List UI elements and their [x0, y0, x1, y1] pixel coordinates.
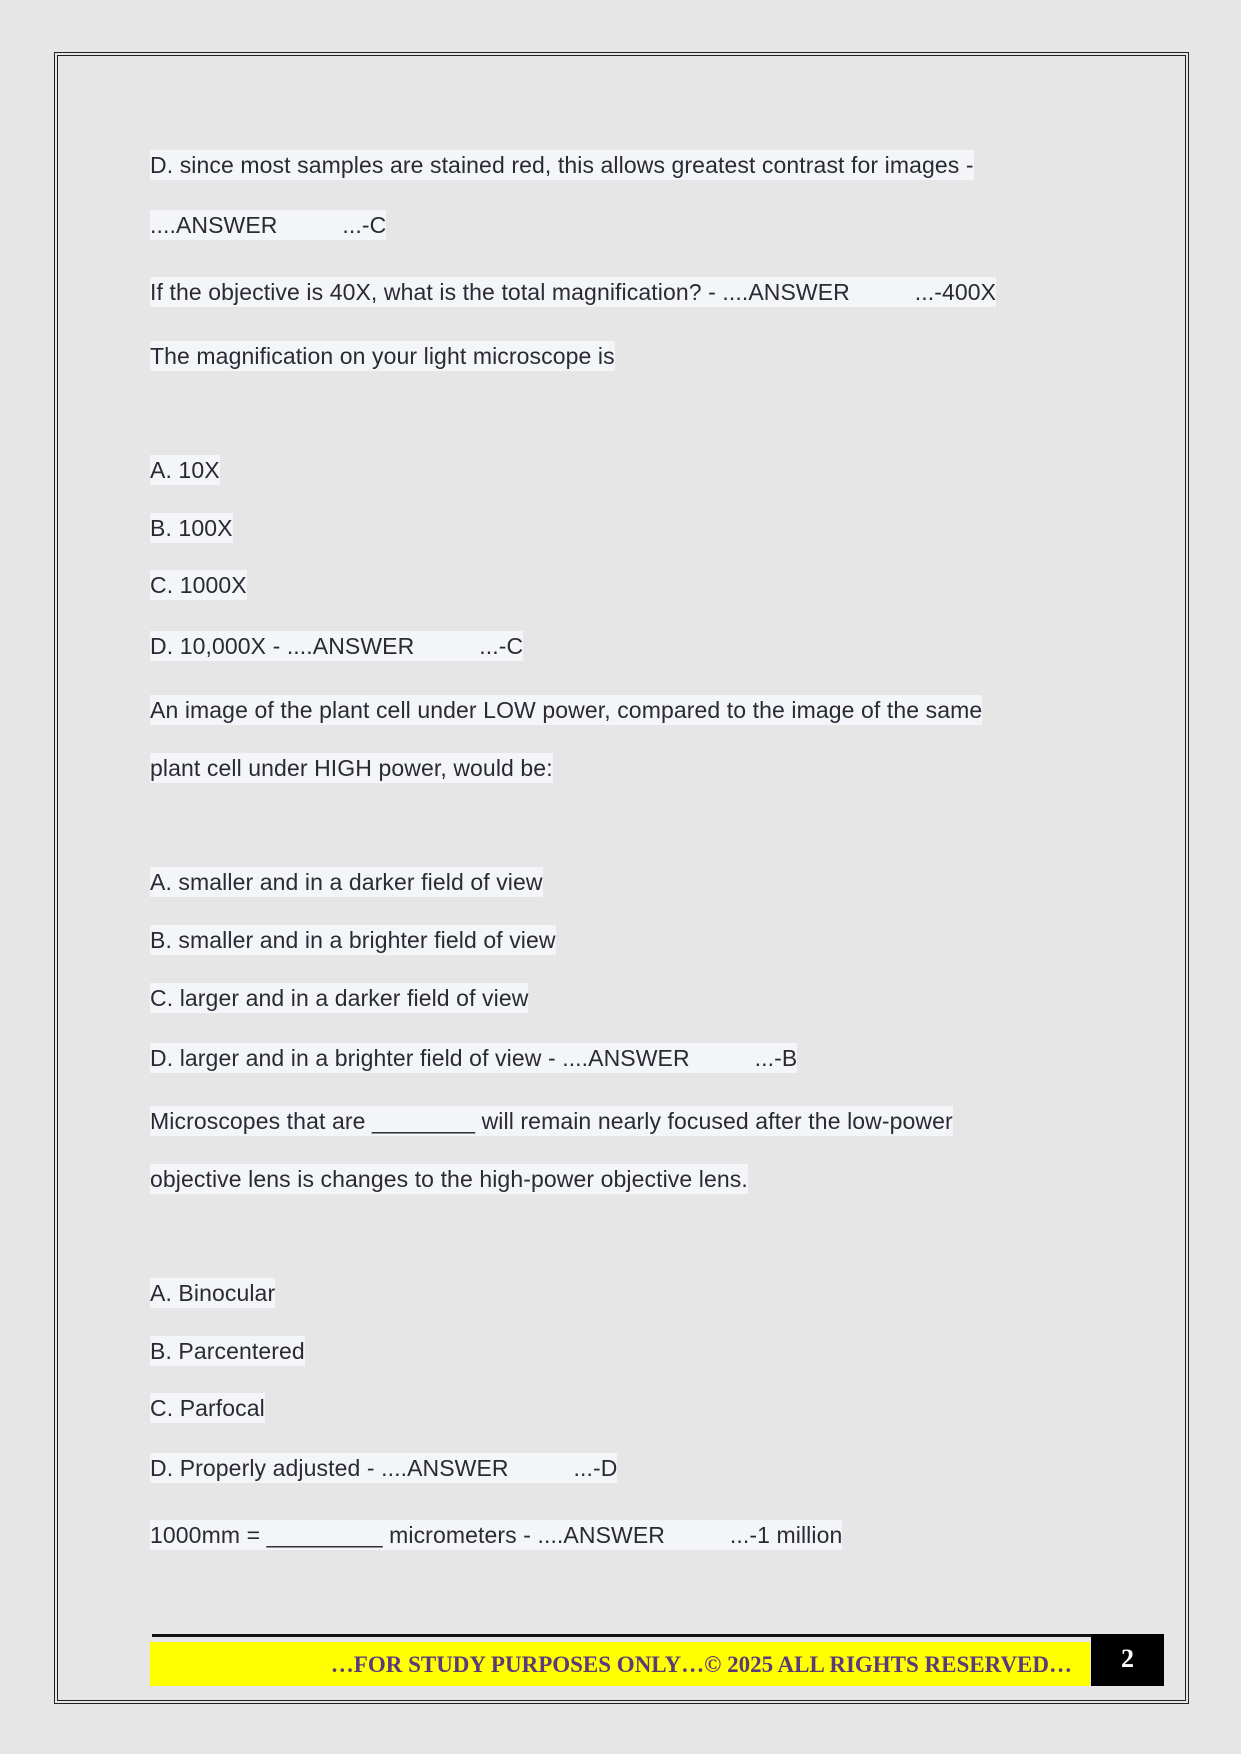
- option-c-magnification: C. 1000X: [150, 572, 247, 598]
- footer-copyright-text: …FOR STUDY PURPOSES ONLY…© 2025 ALL RIGHTS RESERVED…: [330, 1652, 1072, 1677]
- option-a-focus: A. Binocular: [150, 1280, 276, 1306]
- footer-rule: [152, 1634, 1092, 1637]
- option-c-focus: C. Parfocal: [150, 1395, 265, 1421]
- answer-line-previous-question: ....ANSWER ...-C: [150, 212, 387, 238]
- option-a-magnification: A. 10X: [150, 457, 220, 483]
- option-b-magnification: B. 100X: [150, 515, 233, 541]
- question-focus-line-2: objective lens is changes to the high-power objective lens.: [150, 1166, 748, 1192]
- question-total-magnification: If the objective is 40X, what is the total magnification? - ....ANSWER ...-400X: [150, 279, 997, 305]
- question-focus-line-1: Microscopes that are ________ will remain nearly focused after the low-power: [150, 1108, 953, 1134]
- option-d-plant-cell-answer: D. larger and in a brighter field of view - ....ANSWER ...-B: [150, 1045, 798, 1071]
- question-plant-cell-line-2: plant cell under HIGH power, would be:: [150, 755, 553, 781]
- option-b-focus: B. Parcentered: [150, 1338, 305, 1364]
- option-a-plant-cell: A. smaller and in a darker field of view: [150, 869, 543, 895]
- question-microscope-magnification: The magnification on your light microscope is: [150, 343, 615, 369]
- option-d-focus-answer: D. Properly adjusted - ....ANSWER ...-D: [150, 1455, 618, 1481]
- page-number: 2: [1121, 1644, 1134, 1673]
- question-plant-cell-line-1: An image of the plant cell under LOW power, compared to the image of the same: [150, 697, 983, 723]
- option-b-plant-cell: B. smaller and in a brighter field of view: [150, 927, 556, 953]
- option-d-magnification-answer: D. 10,000X - ....ANSWER ...-C: [150, 633, 524, 659]
- question-micrometers-answer: 1000mm = _________ micrometers - ....ANSWER ...-1 million: [150, 1522, 843, 1548]
- option-c-plant-cell: C. larger and in a darker field of view: [150, 985, 529, 1011]
- answer-option-d-previous-question: D. since most samples are stained red, this allows greatest contrast for images -: [150, 152, 974, 178]
